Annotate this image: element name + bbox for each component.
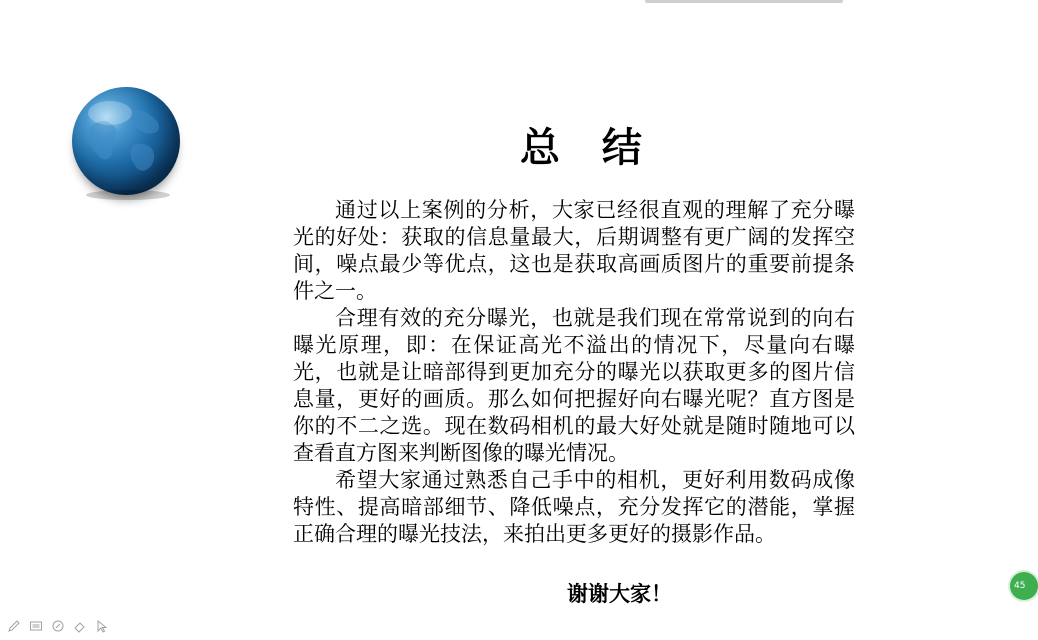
globe-shadow xyxy=(86,190,170,200)
eraser-icon[interactable] xyxy=(72,618,88,634)
paragraph-2: 合理有效的充分曝光，也就是我们现在常常说到的向右曝光原理，即：在保证高光不溢出的情况下，尽量向右曝光，也就是让暗部得到更加充分的曝光以获取更多的图片信息量，更好的画质。那么如何把握好向右曝光呢？直方图是你的不二之选。现在数码相机的最大好处就是随时随地可以查看直方图来判断图像的曝光情况。 xyxy=(293,306,855,465)
page-number-badge[interactable]: 45 xyxy=(1010,572,1038,600)
globe-icon xyxy=(72,87,180,195)
paragraph-3: 希望大家通过熟悉自己手中的相机，更好利用数码成像特性、提高暗部细节、降低噪点，充分发挥它的潜能，掌握正确合理的曝光技法，来拍出更多更好的摄影作品。 xyxy=(293,468,855,546)
pen-icon[interactable] xyxy=(6,618,22,634)
slide-title: 总 结 xyxy=(520,124,656,171)
top-scroll-indicator xyxy=(645,0,843,3)
slide-body xyxy=(293,197,855,548)
highlighter-icon[interactable] xyxy=(50,618,66,634)
closing-text: 谢谢大家！ xyxy=(567,581,672,606)
pointer-icon[interactable] xyxy=(94,618,110,634)
slides-icon[interactable] xyxy=(28,618,44,634)
presentation-toolbar xyxy=(6,616,110,636)
paragraph-1: 通过以上案例的分析，大家已经很直观的理解了充分曝光的好处：获取的信息量最大，后期调整有更广阔的发挥空间，噪点最少等优点，这也是获取高画质图片的重要前提条件之一。 xyxy=(293,198,855,303)
